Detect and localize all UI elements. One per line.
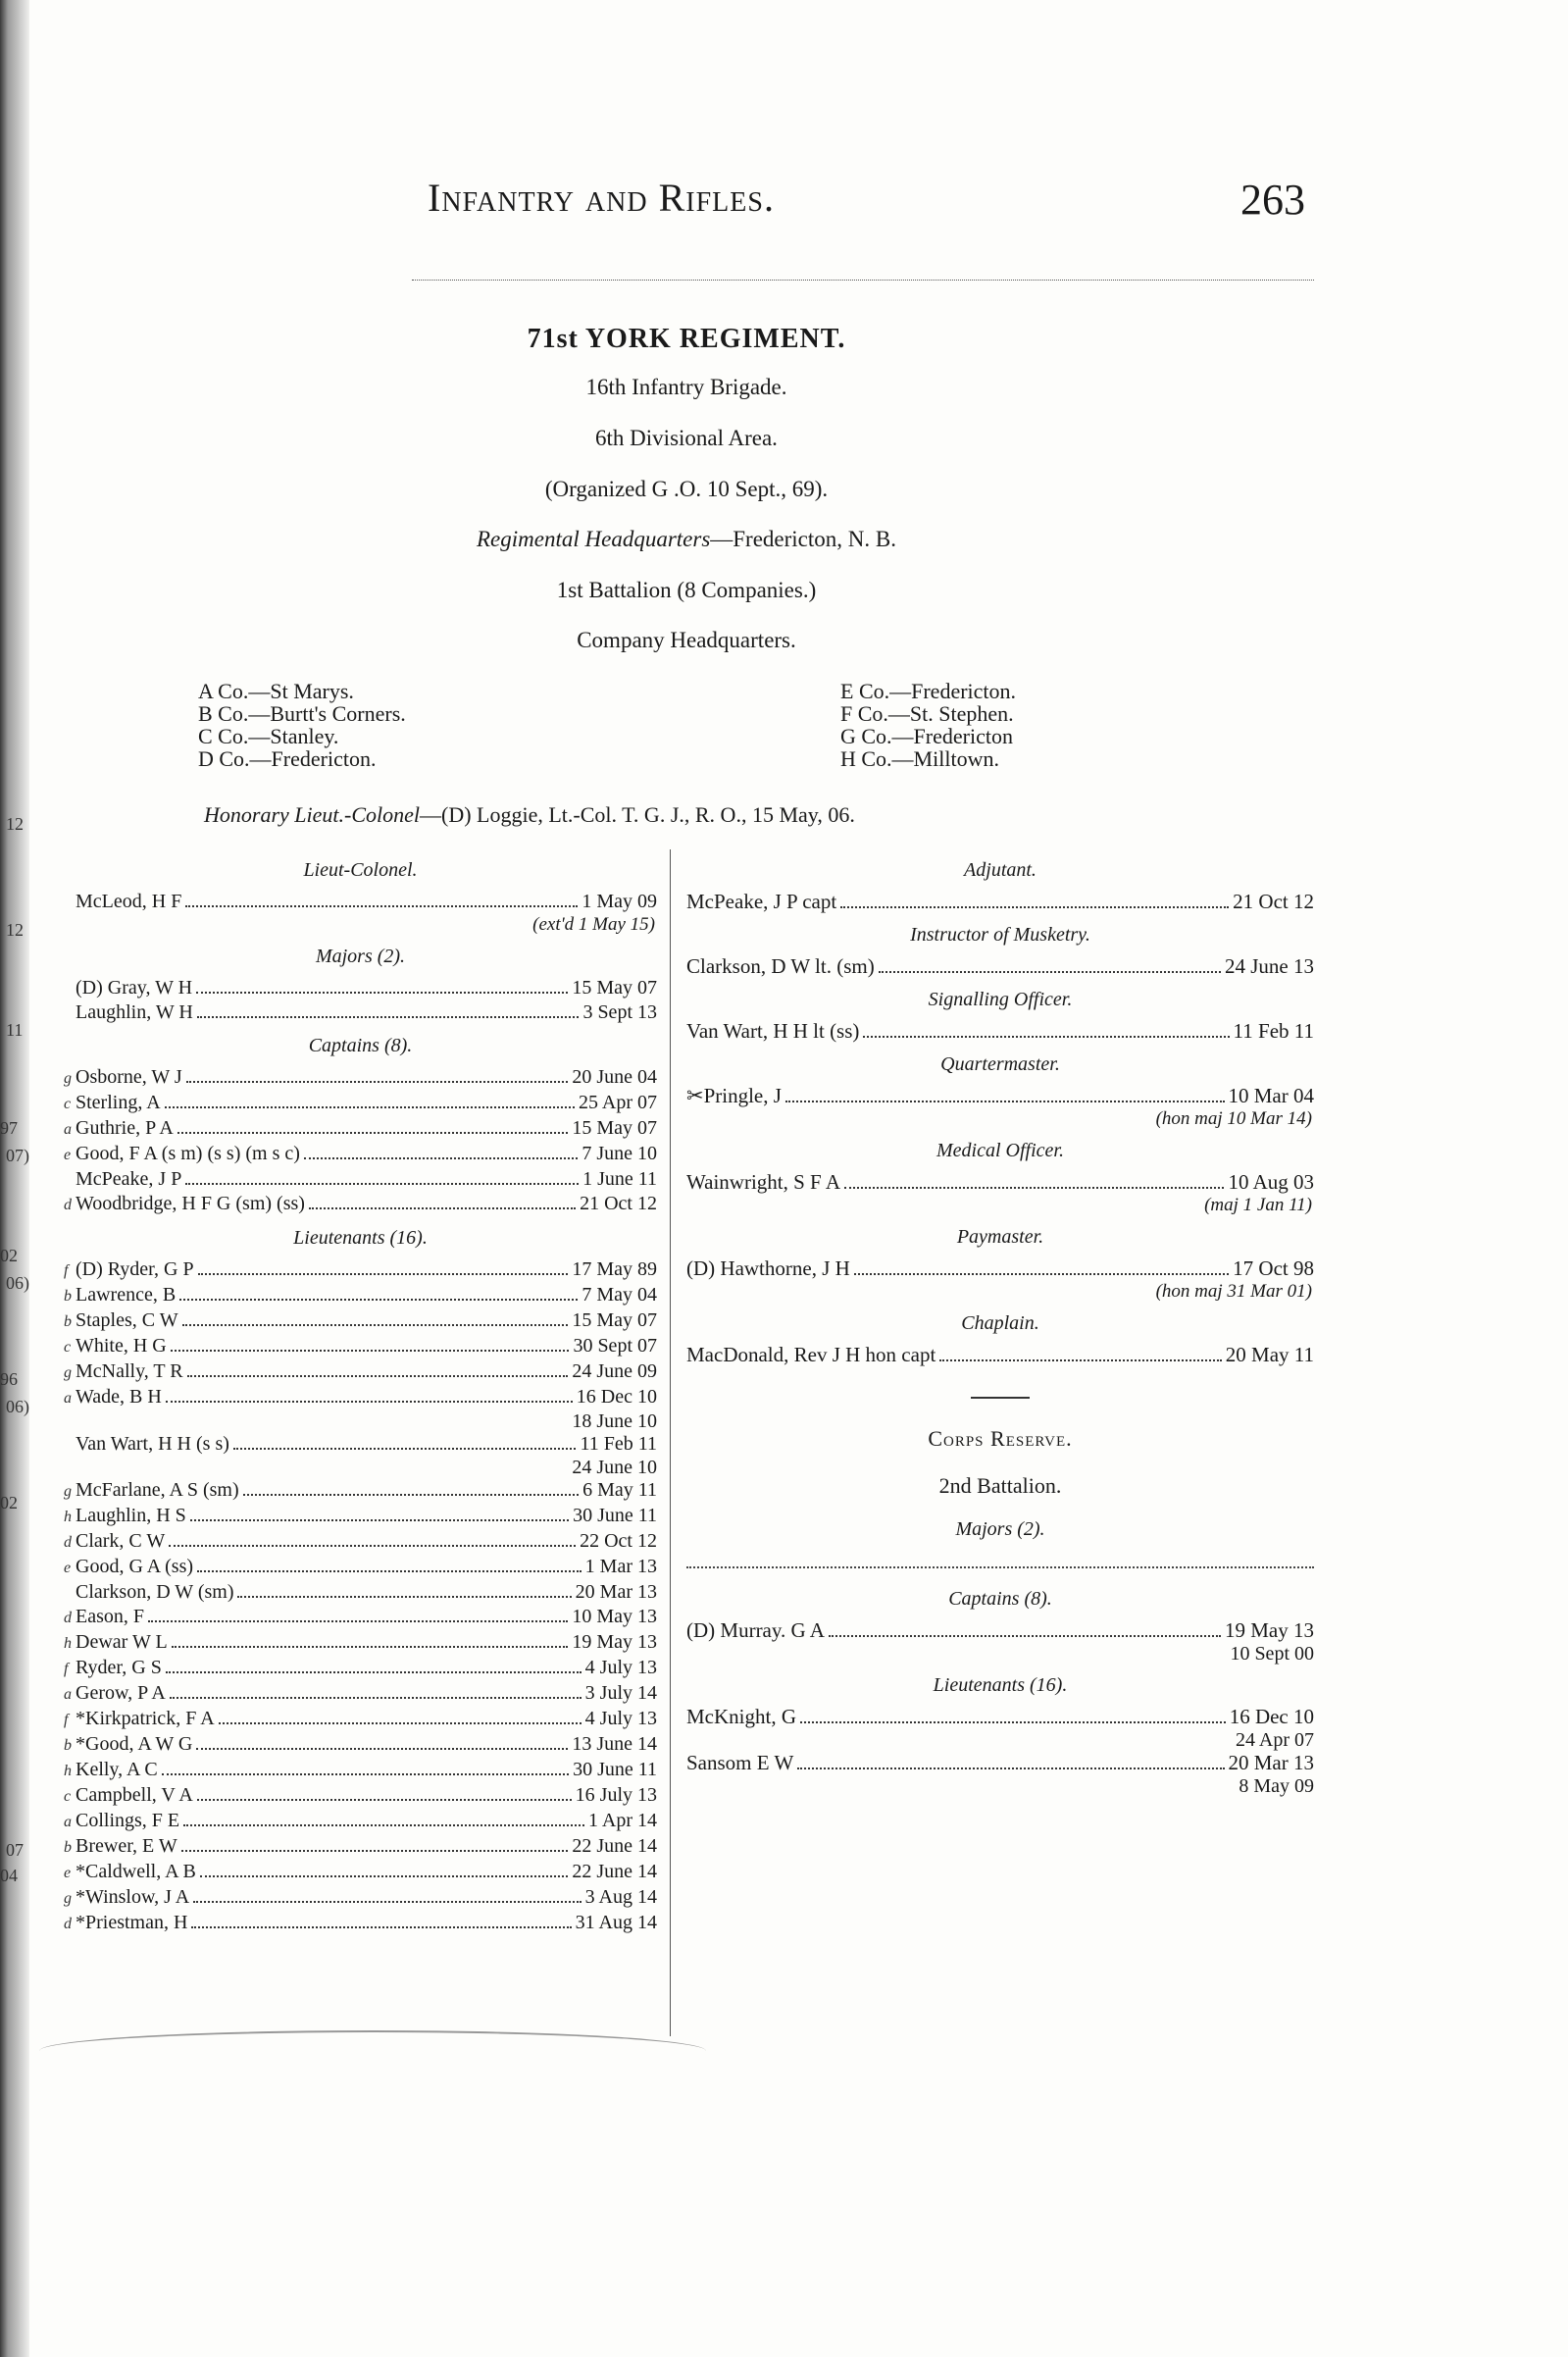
officer-name: Good, G A (ss) (76, 1556, 194, 1577)
reserve-captains-heading: Captains (8). (948, 1588, 1052, 1610)
appointment-date: 20 Mar 13 (575, 1581, 657, 1603)
section-heading: Quartermaster. (940, 1053, 1060, 1075)
officer-name: (D) Hawthorne, J H (686, 1256, 850, 1280)
leader-dots (148, 1620, 568, 1622)
appointment-date: 3 July 14 (584, 1682, 657, 1704)
appointment-date: 17 May 89 (572, 1258, 657, 1280)
margin-note: 96 (0, 1369, 18, 1389)
appointment-date: 17 Oct 98 (1233, 1256, 1314, 1280)
officer-name: ✂Pringle, J (686, 1084, 782, 1107)
leader-dots (162, 1773, 569, 1775)
appointment-date: 20 May 11 (1225, 1343, 1314, 1366)
section-heading: Lieut-Colonel. (303, 859, 418, 881)
company-letter: c (64, 1096, 72, 1112)
roster-entry (686, 1170, 1314, 1195)
company-letter: d (64, 1916, 72, 1932)
company-f: F Co.—St. Stephen. (840, 701, 1014, 726)
leader-dots (844, 1187, 1224, 1189)
officer-name: Sansom E W (686, 1751, 794, 1774)
margin-note: 07) (6, 1146, 29, 1165)
appointment-date: 1 June 11 (582, 1168, 657, 1190)
secondary-date: 24 June 10 (572, 1457, 657, 1478)
roster-entry (64, 1605, 657, 1630)
roster-entry (686, 890, 1314, 914)
leader-dots (309, 1207, 576, 1209)
appointment-date: 20 June 04 (572, 1066, 657, 1088)
roster-entry (64, 1834, 657, 1860)
company-letter: b (64, 1839, 72, 1856)
company-letter: h (64, 1635, 72, 1652)
appointment-date: 1 Apr 14 (588, 1810, 657, 1831)
officer-name: *Kirkpatrick, F A (76, 1708, 215, 1729)
officer-name: McKnight, G (686, 1705, 796, 1728)
hq-label: Regimental Headquarters (477, 527, 711, 551)
leader-dots (243, 1494, 579, 1496)
margin-note: 11 (6, 1020, 24, 1040)
secondary-date: 10 Sept 00 (1230, 1643, 1314, 1665)
officer-name: Lawrence, B (76, 1284, 177, 1306)
leader-dots (166, 1401, 573, 1403)
officer-name: Clarkson, D W lt. (sm) (686, 954, 875, 978)
appointment-date: 30 June 11 (573, 1505, 657, 1526)
organized-line: (Organized G .O. 10 Sept., 69). (544, 477, 829, 501)
officer-name: Staples, C W (76, 1309, 178, 1331)
leader-dots (198, 1273, 569, 1275)
officer-name: Ryder, G S (76, 1657, 162, 1678)
section-heading: Paymaster. (956, 1226, 1044, 1248)
leader-dots (800, 1721, 1226, 1723)
reserve-majors-blank-rule (686, 1566, 1314, 1568)
leader-dots (177, 1132, 569, 1134)
roster-entry (64, 1478, 657, 1504)
appointment-date: 25 Apr 07 (579, 1092, 657, 1113)
officer-name: Osborne, W J (76, 1066, 182, 1088)
appointment-date: 20 Mar 13 (1228, 1751, 1314, 1774)
roster-entry (64, 1167, 657, 1192)
roster-entry (686, 1343, 1314, 1367)
officer-name: Campbell, V A (76, 1784, 193, 1806)
leader-dots (237, 1596, 571, 1598)
leader-dots (179, 1299, 578, 1301)
leader-dots (166, 1671, 582, 1673)
company-letter: g (64, 1364, 72, 1381)
margin-note: 02 (0, 1246, 18, 1265)
company-d: D Co.—Fredericton. (198, 746, 377, 771)
companies-right (840, 680, 1016, 770)
officer-name: Sterling, A (76, 1092, 161, 1113)
appointment-date: 6 May 11 (582, 1479, 657, 1501)
officer-name: (D) Gray, W H (76, 977, 193, 999)
officer-name: McPeake, J P capt (686, 890, 837, 913)
leader-dots (193, 1901, 581, 1903)
leader-dots (181, 1850, 569, 1852)
regimental-hq-line (196, 527, 1177, 552)
roster-entry (64, 1630, 657, 1656)
honorary-value: —(D) Loggie, Lt.-Col. T. G. J., R. O., 15 May, 06. (420, 802, 855, 827)
staff-appointments (686, 859, 1314, 1367)
margin-note: 07 (6, 1840, 24, 1860)
margin-note: 02 (0, 1493, 18, 1512)
company-letter: e (64, 1865, 72, 1881)
section-heading: Captains (8). (308, 1035, 413, 1056)
company-letter: c (64, 1788, 72, 1805)
leader-dots (170, 1697, 582, 1699)
area-line: 6th Divisional Area. (595, 426, 778, 450)
officer-name: Wade, B H (76, 1386, 162, 1408)
regiment-title: 71st YORK REGIMENT. (527, 324, 846, 354)
leader-dots (196, 1748, 568, 1750)
hq-value: —Fredericton, N. B. (710, 527, 896, 551)
company-letter: g (64, 1070, 72, 1087)
roster-entry (64, 1809, 657, 1834)
margin-note: 12 (6, 920, 24, 940)
leader-dots (840, 906, 1229, 908)
leader-dots (190, 1519, 569, 1521)
section-heading: Majors (2). (315, 946, 406, 967)
leader-dots (200, 1875, 569, 1877)
officer-name: Van Wart, H H (s s) (76, 1433, 229, 1455)
officer-name: McNally, T R (76, 1360, 183, 1382)
appointment-date: 24 June 13 (1225, 954, 1314, 978)
company-letter: a (64, 1686, 72, 1703)
margin-note: 04 (0, 1866, 18, 1885)
roster-entry (64, 1385, 657, 1410)
appointment-date: 15 May 07 (572, 977, 657, 999)
roster-entry (64, 1681, 657, 1707)
leader-dots (172, 1646, 569, 1648)
section-heading: Adjutant. (964, 859, 1037, 881)
roster-entry (64, 1707, 657, 1732)
officer-name: Guthrie, P A (76, 1117, 174, 1139)
roster-entry (686, 1705, 1314, 1729)
officer-name: McPeake, J P (76, 1168, 182, 1190)
roster-entry (686, 1256, 1314, 1281)
roster-entry (64, 1555, 657, 1580)
appointment-date: 30 Sept 07 (573, 1335, 657, 1357)
officer-name: Brewer, E W (76, 1835, 177, 1857)
margin-note: 12 (6, 814, 24, 834)
company-e: E Co.—Fredericton. (840, 679, 1017, 703)
company-letter: a (64, 1121, 72, 1138)
appointment-date: 21 Oct 12 (1233, 890, 1314, 913)
company-letter: b (64, 1288, 72, 1305)
roster-entry (686, 954, 1314, 979)
appointment-date: 22 June 14 (572, 1861, 657, 1882)
battalion-line: 1st Battalion (8 Companies.) (556, 578, 817, 602)
corps-reserve-title: Corps Reserve. (928, 1426, 1073, 1451)
companies-left (198, 680, 406, 770)
roster-entry (64, 1142, 657, 1167)
right-column-staff (686, 849, 1314, 1797)
appointment-date: 21 Oct 12 (580, 1193, 657, 1214)
roster-entry (64, 1000, 657, 1025)
roster-entry (64, 1911, 657, 1936)
leader-dots (233, 1448, 577, 1450)
page-curl-shadow (39, 2030, 706, 2072)
officer-name: White, H G (76, 1335, 167, 1357)
appointment-date: 13 June 14 (572, 1733, 657, 1755)
brigade-line: 16th Infantry Brigade. (585, 375, 787, 399)
roster-entry (64, 1359, 657, 1385)
company-letter: d (64, 1610, 72, 1626)
leader-dots (829, 1635, 1221, 1637)
roster-entry (64, 1091, 657, 1116)
roster-entry (64, 1580, 657, 1605)
appointment-date: 4 July 13 (584, 1708, 657, 1729)
roster-entry (64, 1283, 657, 1308)
page-number: 263 (1240, 176, 1305, 224)
margin-note: 97 (0, 1118, 18, 1138)
section-heading: Chaplain. (961, 1312, 1039, 1334)
company-letter: g (64, 1890, 72, 1907)
leader-dots (196, 992, 568, 994)
leader-dots (785, 1101, 1225, 1102)
officer-name: Wainwright, S F A (686, 1170, 840, 1194)
officer-name: Eason, F (76, 1606, 144, 1627)
section-heading: Signalling Officer. (928, 989, 1073, 1010)
roster-entry (64, 1334, 657, 1359)
company-a: A Co.—St Marys. (198, 679, 354, 703)
company-letter: d (64, 1197, 72, 1213)
secondary-date: 18 June 10 (572, 1410, 657, 1432)
appointment-date: 11 Feb 11 (580, 1433, 657, 1455)
roster-entry (686, 1618, 1314, 1643)
officer-name: (D) Murray. G A (686, 1618, 825, 1642)
appointment-date: 7 May 04 (582, 1284, 657, 1306)
appointment-date: 10 May 13 (572, 1606, 657, 1627)
appointment-date: 19 May 13 (1225, 1618, 1314, 1642)
leader-dots (197, 1799, 572, 1801)
leader-dots (191, 1926, 571, 1928)
roster-entry (686, 1019, 1314, 1044)
leader-dots (197, 1016, 580, 1018)
leader-dots (187, 1375, 569, 1377)
section-heading: Instructor of Musketry. (910, 924, 1090, 946)
officer-name: Laughlin, W H (76, 1001, 193, 1023)
appointment-date: 30 June 11 (573, 1759, 657, 1780)
leader-dots (169, 1545, 576, 1547)
appointment-date: 16 July 13 (575, 1784, 657, 1806)
officer-name: McLeod, H F (76, 891, 182, 912)
roster-entry (64, 890, 657, 914)
appointment-date: 24 June 09 (572, 1360, 657, 1382)
margin-note: 06) (6, 1397, 29, 1416)
company-letter: e (64, 1560, 72, 1576)
leader-dots (182, 1324, 569, 1326)
roster-entry (64, 1885, 657, 1911)
column-divider (670, 849, 671, 2036)
officer-name: Van Wart, H H lt (ss) (686, 1019, 860, 1043)
secondary-date: 24 Apr 07 (1236, 1729, 1314, 1751)
appointment-date: 15 May 07 (572, 1117, 657, 1139)
officer-name: *Priestman, H (76, 1912, 188, 1933)
company-letter: a (64, 1390, 72, 1407)
roster-entry (64, 1432, 657, 1457)
officer-name: Dewar W L (76, 1631, 168, 1653)
officer-name: McFarlane, A S (sm) (76, 1479, 239, 1501)
company-hq-line: Company Headquarters. (577, 628, 796, 652)
leader-dots (183, 1824, 584, 1826)
roster-entry (64, 1116, 657, 1142)
officer-name: *Caldwell, A B (76, 1861, 196, 1882)
roster-entry (64, 1656, 657, 1681)
appointment-date: 1 May 09 (582, 891, 657, 912)
officer-name: Clarkson, D W (sm) (76, 1581, 234, 1603)
company-b: B Co.—Burtt's Corners. (198, 701, 406, 726)
rank-note: (hon maj 31 Mar 01) (1155, 1281, 1312, 1302)
company-letter: h (64, 1509, 72, 1525)
second-battalion-label: 2nd Battalion. (938, 1473, 1062, 1498)
leader-dots (863, 1036, 1229, 1038)
officer-name: MacDonald, Rev J H hon capt (686, 1343, 936, 1366)
secondary-date: 8 May 09 (1239, 1775, 1314, 1797)
company-letter: b (64, 1313, 72, 1330)
company-letter: f (64, 1712, 69, 1728)
leader-dots (219, 1722, 582, 1724)
appointment-date: 22 June 14 (572, 1835, 657, 1857)
officer-name: Collings, F E (76, 1810, 180, 1831)
reserve-lieutenants-heading: Lieutenants (16). (933, 1674, 1068, 1696)
appointment-date: 15 May 07 (572, 1309, 657, 1331)
company-letter: g (64, 1483, 72, 1500)
roster-entry (64, 1192, 657, 1217)
officer-name: Clark, C W (76, 1530, 166, 1552)
roster-entry (64, 1758, 657, 1783)
leader-dots (854, 1273, 1229, 1275)
rank-note: (maj 1 Jan 11) (1204, 1195, 1312, 1215)
section-separator (971, 1397, 1030, 1399)
leader-dots (171, 1350, 570, 1352)
leader-dots (797, 1768, 1224, 1769)
roster-entry (64, 976, 657, 1000)
company-letter: e (64, 1147, 72, 1163)
appointment-date: 3 Aug 14 (584, 1886, 657, 1908)
company-letter: b (64, 1737, 72, 1754)
appointment-date: 1 Mar 13 (584, 1556, 657, 1577)
appointment-date: 10 Aug 03 (1228, 1170, 1314, 1194)
company-letter: f (64, 1661, 69, 1677)
leader-dots (879, 971, 1221, 973)
leader-dots (185, 905, 578, 907)
appointment-date: 11 Feb 11 (1233, 1019, 1314, 1043)
rank-note: (hon maj 10 Mar 14) (1155, 1108, 1312, 1129)
appointment-date: 31 Aug 14 (575, 1912, 657, 1933)
officer-name: Laughlin, H S (76, 1505, 186, 1526)
margin-note: 06) (6, 1273, 29, 1293)
leader-dots (939, 1359, 1222, 1361)
appointment-date: 16 Dec 10 (576, 1386, 657, 1408)
appointment-date: 16 Dec 10 (1229, 1705, 1314, 1728)
roster-entry (64, 1308, 657, 1334)
appointment-date: 3 Sept 13 (582, 1001, 657, 1023)
roster-entry (64, 1529, 657, 1555)
honorary-lieut-colonel-line (204, 802, 855, 828)
leader-dots (165, 1106, 575, 1108)
leader-dots (197, 1570, 582, 1572)
roster-entry (64, 1065, 657, 1091)
officer-name: Good, F A (s m) (s s) (m s c) (76, 1143, 300, 1164)
left-column-roster (64, 849, 657, 1936)
company-letter: f (64, 1262, 69, 1279)
officer-name: Kelly, A C (76, 1759, 158, 1780)
leader-dots (185, 1183, 579, 1185)
appointment-date: 22 Oct 12 (580, 1530, 657, 1552)
officer-name: Gerow, P A (76, 1682, 166, 1704)
company-letter: c (64, 1339, 72, 1356)
officer-name: *Good, A W G (76, 1733, 193, 1755)
section-heading: Lieutenants (16). (293, 1227, 428, 1249)
header-rule (412, 280, 1314, 281)
leader-dots (304, 1157, 578, 1159)
officer-name: Woodbridge, H F G (sm) (ss) (76, 1193, 305, 1214)
reserve-majors-heading: Majors (2). (955, 1518, 1045, 1540)
roster-entry (686, 1751, 1314, 1775)
appointment-date: 10 Mar 04 (1228, 1084, 1314, 1107)
company-letter: h (64, 1763, 72, 1779)
appointment-date: 4 July 13 (584, 1657, 657, 1678)
roster-entry (64, 1783, 657, 1809)
appointment-date: 7 June 10 (582, 1143, 657, 1164)
page-binding-shadow (0, 0, 29, 2357)
company-g: G Co.—Fredericton (840, 724, 1013, 748)
company-h: H Co.—Milltown. (840, 746, 999, 771)
section-heading: Medical Officer. (936, 1140, 1064, 1161)
company-letter: a (64, 1814, 72, 1830)
honorary-label: Honorary Lieut.-Colonel (204, 802, 420, 827)
rank-note: (ext'd 1 May 15) (532, 914, 655, 935)
roster-entry (686, 1084, 1314, 1108)
company-c: C Co.—Stanley. (198, 724, 339, 748)
company-letter: d (64, 1534, 72, 1551)
roster-entry (64, 1860, 657, 1885)
roster-entry (64, 1732, 657, 1758)
appointment-date: 19 May 13 (572, 1631, 657, 1653)
roster-entry (64, 1504, 657, 1529)
officer-name: *Winslow, J A (76, 1886, 190, 1908)
page-header-title: Infantry and Rifles. (428, 176, 775, 220)
officer-name: (D) Ryder, G P (76, 1258, 194, 1280)
leader-dots (186, 1081, 569, 1083)
roster-entry (64, 1257, 657, 1283)
